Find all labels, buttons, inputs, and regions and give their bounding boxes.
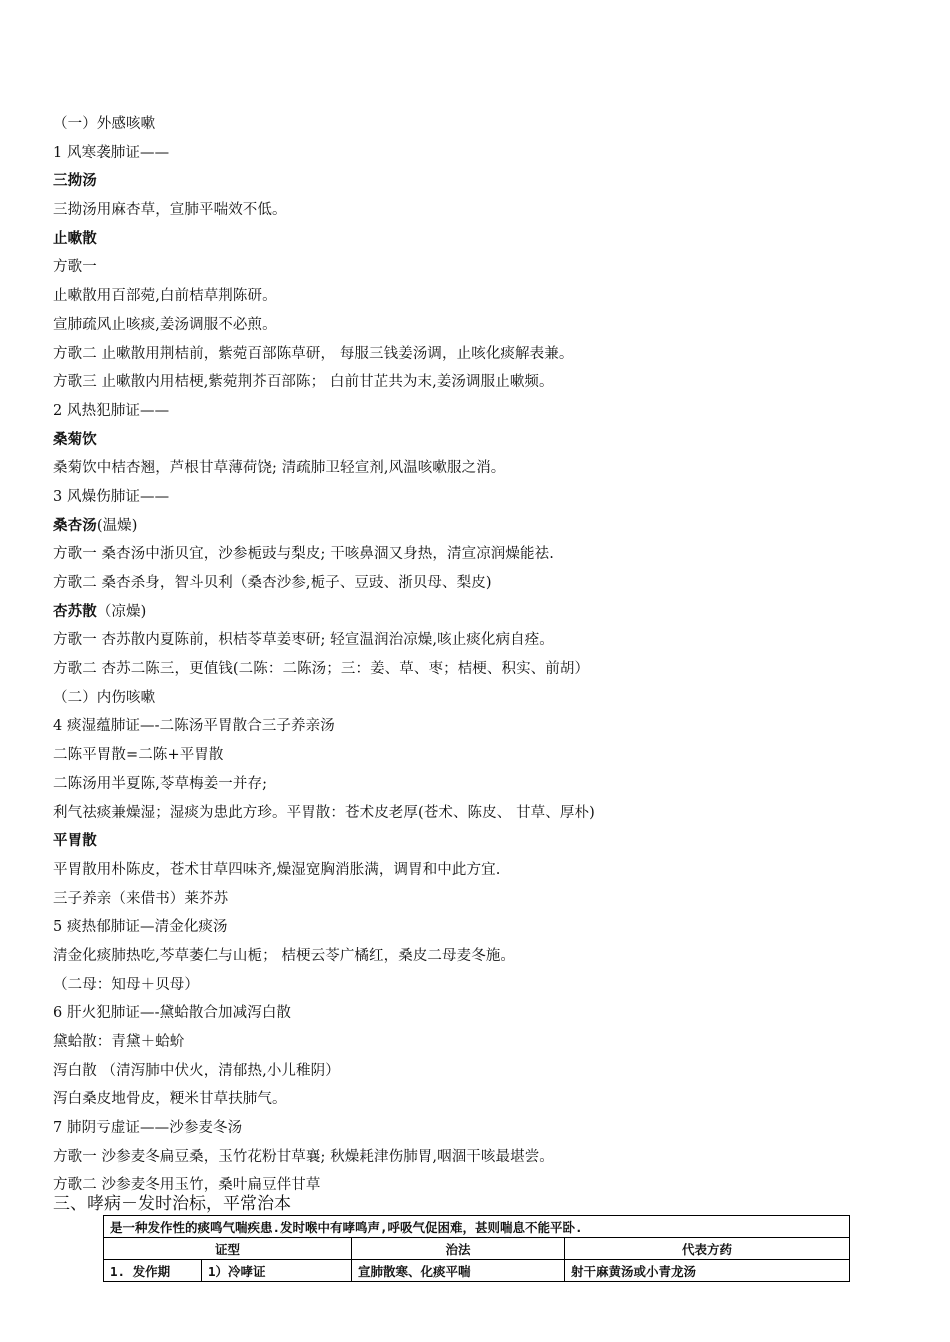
formula-heading: 杏苏散 bbox=[53, 602, 97, 620]
table-cell-formula: 射干麻黄汤或小青龙汤 bbox=[565, 1260, 850, 1282]
text-line: 宣肺疏风止咳痰,姜汤调服不必煎。 bbox=[53, 316, 277, 333]
text-line: 7 肺阴亏虚证——沙参麦冬汤 bbox=[53, 1120, 243, 1137]
text-line: 利气祛痰兼燥湿；湿痰为患此方珍。平胃散：苍术皮老厚(苍术、陈皮、 甘草、厚朴) bbox=[53, 804, 595, 821]
table-definition-cell: 是一种发作性的痰鸣气喘疾患.发时喉中有哮鸣声,呼吸气促困难，甚则喘息不能平卧. bbox=[104, 1216, 850, 1238]
text-line: （二）内伤咳嗽 bbox=[53, 689, 156, 706]
table-row bbox=[104, 1260, 850, 1282]
text-line: 止嗽散用百部菀,白前桔草荆陈研。 bbox=[53, 288, 277, 305]
text-line: 二陈平胃散=二陈+平胃散 bbox=[53, 747, 224, 764]
text-line: 方歌二 沙参麦冬用玉竹，桑叶扁豆伴甘草 bbox=[53, 1177, 321, 1194]
text-line: 泻白散 （清泻肺中伏火，清郁热,小儿稚阴） bbox=[53, 1062, 340, 1079]
text-line: 桑菊饮中桔杏翘，芦根甘草薄荷饶; 清疏肺卫轻宣剂,风温咳嗽服之消。 bbox=[53, 460, 506, 477]
section-title: 三、哮病－发时治标，平常治本 bbox=[53, 1194, 291, 1214]
formula-heading: 平胃散 bbox=[53, 832, 97, 850]
text-line: 方歌一 沙参麦冬扁豆桑，玉竹花粉甘草襄; 秋燥耗津伤肺胃,咽涸干咳最堪尝。 bbox=[53, 1148, 554, 1165]
text-line: 二陈汤用半夏陈,苓草梅姜一并存; bbox=[53, 775, 268, 792]
text-line bbox=[53, 598, 913, 627]
text-line: 方歌二 桑杏杀身，智斗贝利（桑杏沙参,栀子、豆豉、浙贝母、梨皮) bbox=[53, 575, 492, 591]
formula-heading: 止嗽散 bbox=[53, 229, 97, 247]
text-line: （二母：知母＋贝母） bbox=[53, 976, 199, 993]
table-cell-type: 1）冷哮证 bbox=[202, 1260, 352, 1282]
formula-note: （凉燥) bbox=[96, 603, 147, 620]
summary-table bbox=[103, 1215, 850, 1282]
formula-heading: 桑杏汤 bbox=[53, 516, 97, 534]
text-line: 5 痰热郁肺证—清金化痰汤 bbox=[53, 919, 228, 936]
text-line: 1 风寒袭肺证—— bbox=[53, 144, 170, 161]
text-line: 方歌三 止嗽散内用桔梗,紫菀荆芥百部陈； 白前甘芷共为末,姜汤调服止嗽频。 bbox=[53, 374, 554, 391]
formula-note: (温燥) bbox=[96, 517, 138, 534]
table-header-cell: 治法 bbox=[352, 1238, 565, 1260]
text-line: 方歌一 杏苏散内夏陈前，枳桔苓草姜枣研; 轻宣温润治凉燥,咳止痰化病自痊。 bbox=[53, 632, 554, 649]
text-line: 平胃散用朴陈皮，苍术甘草四味齐,燥湿宽胸消胀满，调胃和中此方宜. bbox=[53, 861, 501, 878]
text-line bbox=[53, 512, 913, 541]
text-line: 4 痰湿蕴肺证—-二陈汤平胃散合三子养亲汤 bbox=[53, 718, 335, 735]
text-line: 3 风燥伤肺证—— bbox=[53, 488, 170, 505]
text-line: 方歌一 桑杏汤中浙贝宜，沙参栀豉与梨皮; 干咳鼻涸又身热，清宣凉润燥能祛. bbox=[53, 546, 554, 563]
text-line: 三子养亲（来借书）莱芥苏 bbox=[53, 890, 229, 907]
text-line: 方歌二 止嗽散用荆桔前，紫菀百部陈草研， 每服三钱姜汤调，止咳化痰解表兼。 bbox=[53, 345, 574, 362]
table-header-row bbox=[104, 1238, 850, 1260]
table-header-cell: 代表方药 bbox=[565, 1238, 850, 1260]
formula-heading: 三拗汤 bbox=[53, 172, 97, 190]
table-cell-method: 宣肺散寒、化痰平喘 bbox=[352, 1260, 565, 1282]
table-header-cell: 证型 bbox=[104, 1238, 352, 1260]
document-body bbox=[53, 110, 913, 1200]
text-line: 黛蛤散：青黛＋蛤蚧 bbox=[53, 1034, 185, 1050]
text-line: 方歌一 bbox=[53, 259, 97, 276]
text-line: 泻白桑皮地骨皮，粳米甘草扶肺气。 bbox=[53, 1091, 287, 1108]
text-line: 6 肝火犯肺证—-黛蛤散合加减泻白散 bbox=[53, 1005, 292, 1022]
table-row bbox=[104, 1216, 850, 1238]
text-line: 清金化痰肺热吃,芩草萎仁与山栀； 桔梗云苓广橘红，桑皮二母麦冬施。 bbox=[53, 947, 516, 964]
text-line: （一）外感咳嗽 bbox=[53, 116, 156, 132]
text-line: 2 风热犯肺证—— bbox=[53, 402, 170, 419]
formula-heading: 桑菊饮 bbox=[53, 430, 97, 448]
text-line: 三拗汤用麻杏草，宣肺平喘效不低。 bbox=[53, 202, 287, 219]
text-line: 方歌二 杏苏二陈三，更值钱(二陈：二陈汤；三：姜、草、枣；桔梗、积实、前胡） bbox=[53, 661, 590, 678]
table-cell-stage: 1. 发作期 bbox=[104, 1260, 202, 1282]
